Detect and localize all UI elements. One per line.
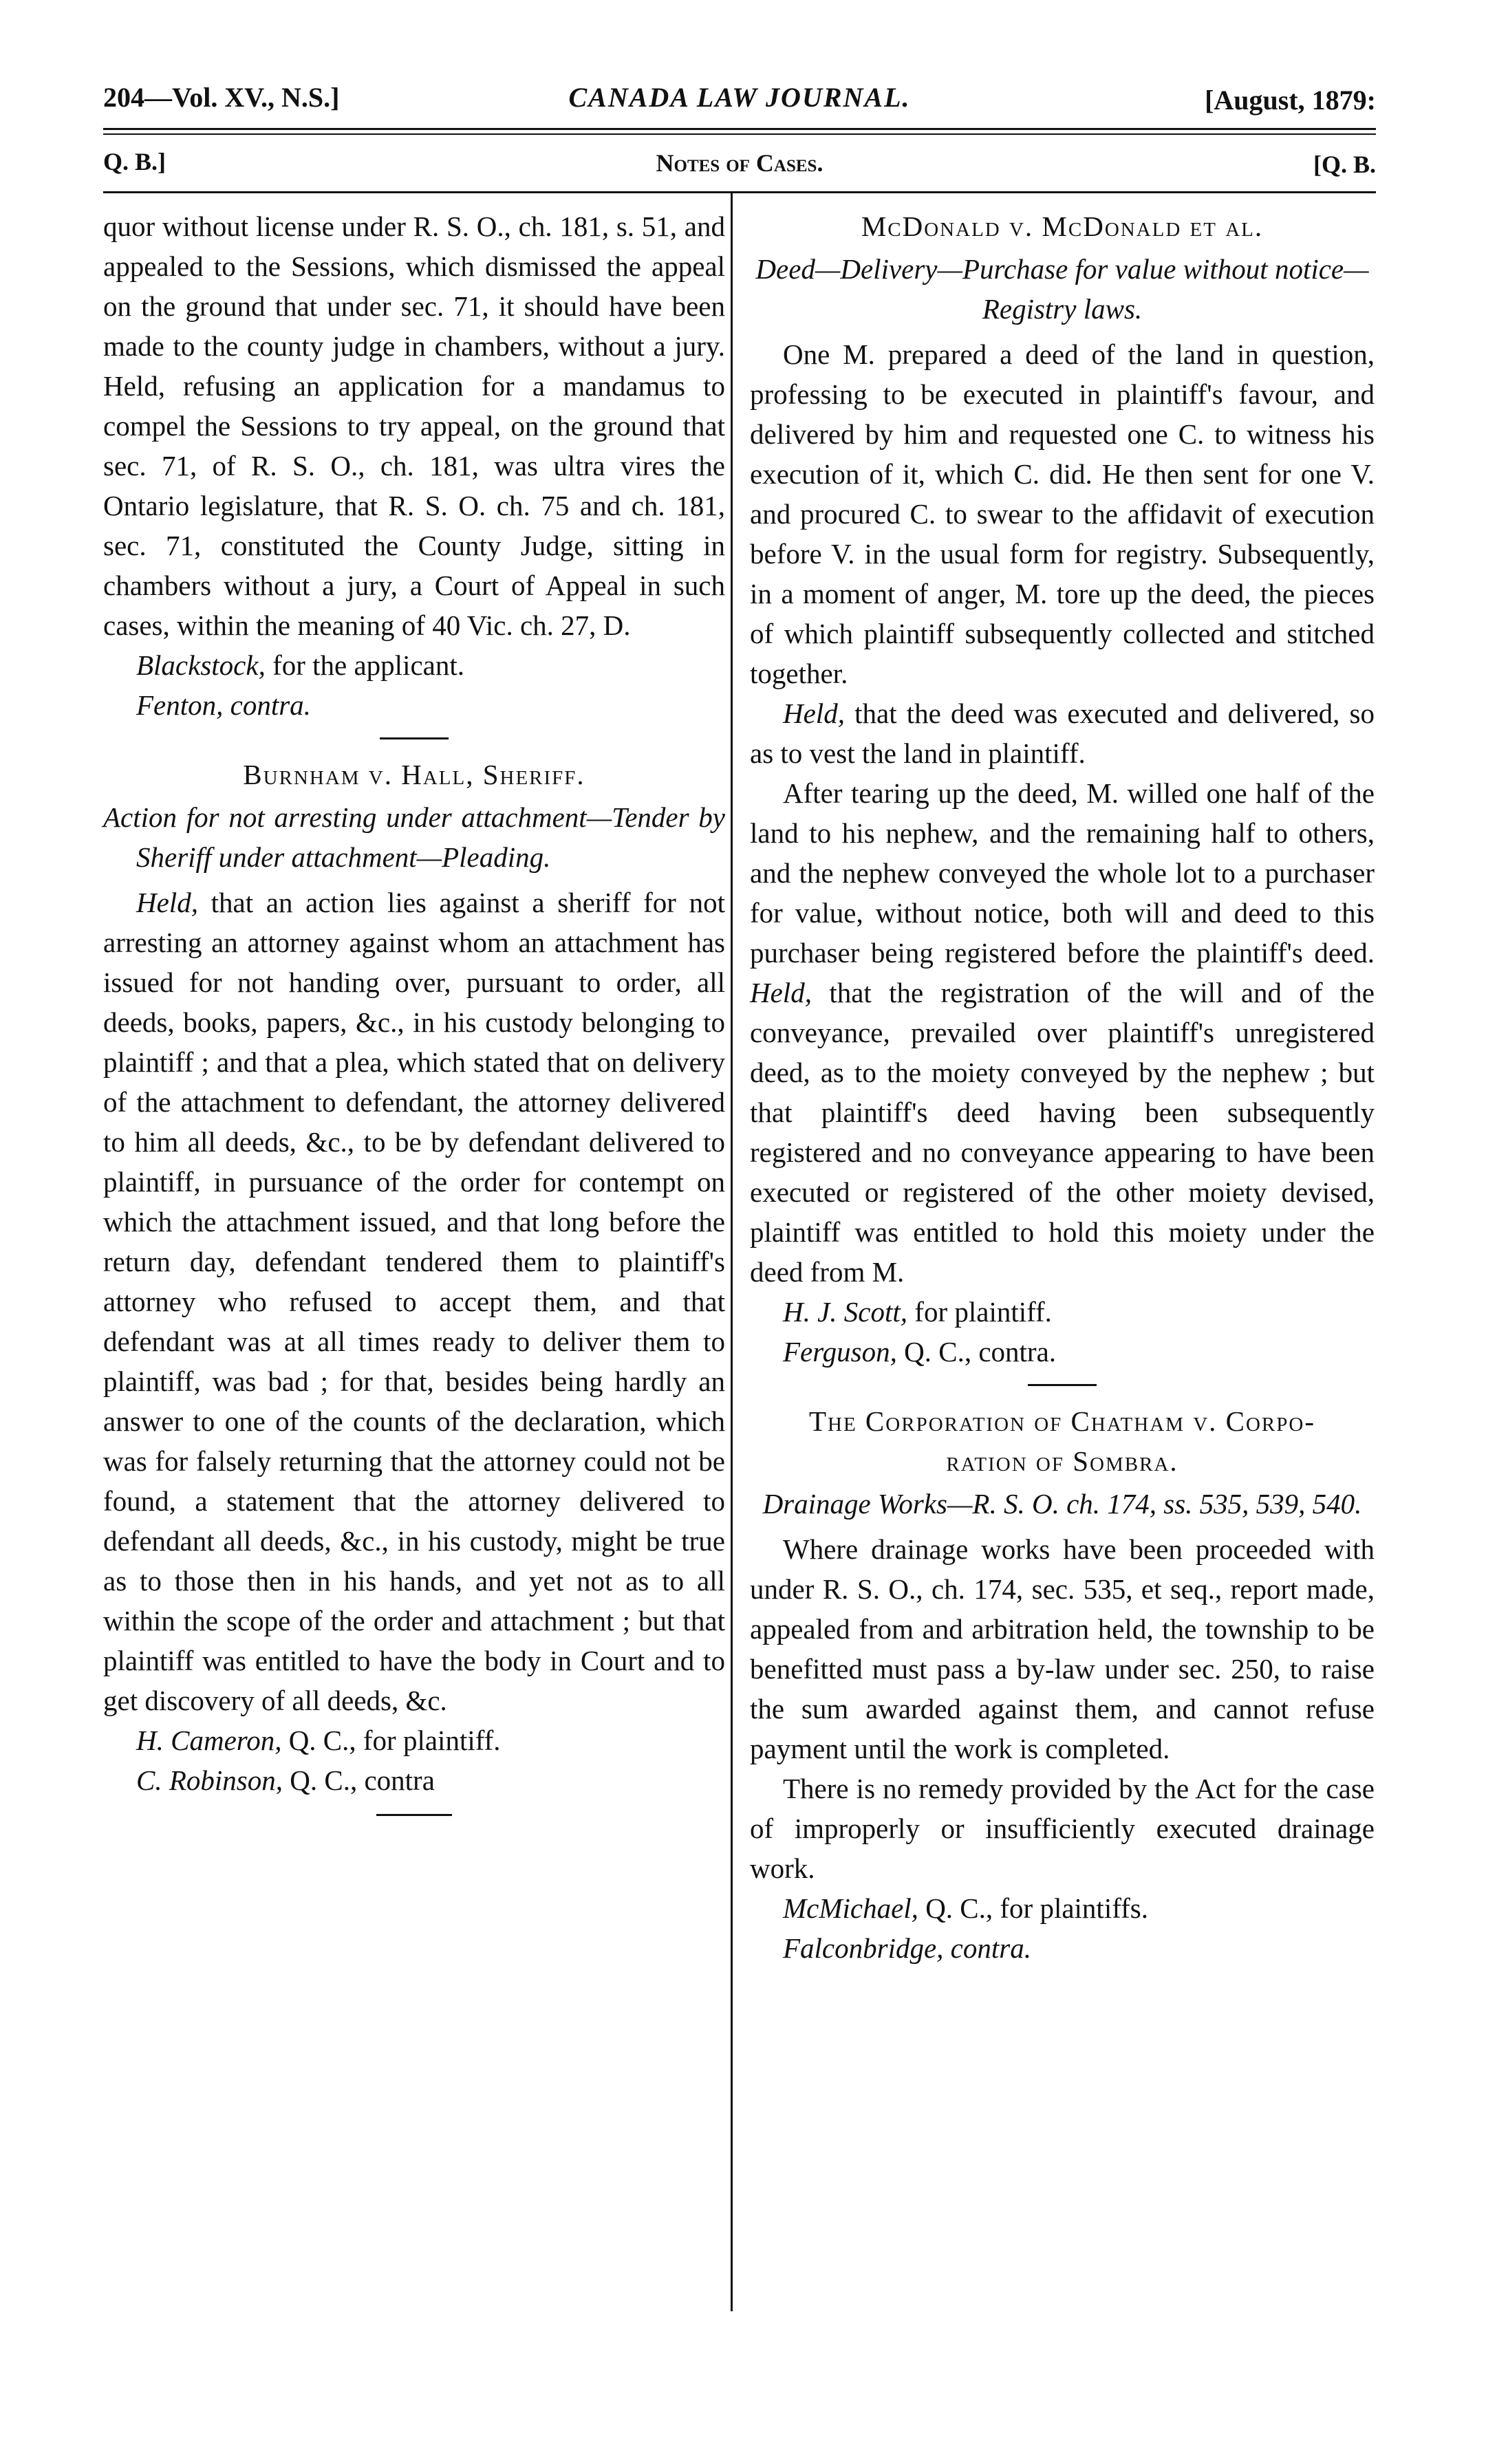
case-separator [380,737,449,739]
counsel-name: H. J. Scott, [783,1296,908,1328]
case-paragraph: Where drainage works have been proceeded with under R. S. O., ch. 174, sec. 535, et seq., report made, appealed from and arbitration held, the township to be benefitted must pass a by-law under sec. 250, to raise the sum awarded against them, and cannot refuse payment until the work is completed. [750,1533,1375,1764]
counsel-role: Q. C., contra. [896,1336,1057,1368]
left-column [103,206,725,1831]
counsel-name: Fenton, contra. [136,689,311,721]
case-title: McDonald v. McDonald et al. [861,210,1264,242]
held-word: Held, [750,977,812,1008]
counsel-line [103,1760,725,1800]
case-separator [1028,1384,1097,1386]
section-header [103,142,1376,183]
running-header [103,74,1376,122]
case-catchwords: Deed—Delivery—Purchase for value without notice—Registry laws. [755,253,1369,325]
court-left: Q. B.] [103,148,166,175]
page-volume: 204—Vol. XV., N.S.] [103,82,340,113]
header-rule-top [103,128,1376,130]
case-catchwords: Drainage Works—R. S. O. ch. 174, ss. 535, 539, 540. [762,1488,1362,1520]
held-word: Held, [136,887,198,918]
section-rule [103,191,1376,193]
counsel-line [750,1928,1375,1968]
case-paragraph: One M. prepared a deed of the land in question, professing to be executed in plaintiff's favour, and delivered by him and requested one C. to witness his execution of it, which C. did. He then sent for one V. and procured C. to swear to the affidavit of execution before V. in the usual form for registry. Subsequently, in a moment of anger, M. tore up the deed, the pieces of which plaintiff subsequently collected and stitched together. [750,338,1375,689]
case-paragraph-text: that the registration of the will and of the conveyance, prevailed over plaintiff's unregistered deed, as to the moiety conveyed by the nephew ; but that plaintiff's deed having been subsequently registered and no conveyance appearing to have been executed or registered of the other moiety devised, plaintiff was entitled to hold this moiety under the deed from M. [750,977,1375,1288]
counsel-name: Falconbridge, contra. [783,1932,1031,1964]
case-paragraph [750,773,1375,1292]
counsel-name: McMichael, [783,1892,918,1924]
case-paragraph [750,693,1375,773]
end-separator [376,1814,452,1816]
case-body [103,883,725,1720]
case-paragraph-text: that the deed was executed and delivered, so as to vest the land in plaintiff. [750,698,1375,769]
column-divider [731,193,733,2311]
counsel-role: Q. C., contra [283,1764,435,1796]
counsel-role: for plaintiff. [907,1296,1052,1328]
issue-date: [August, 1879: [1205,85,1376,116]
counsel-line [750,1332,1375,1372]
case-paragraph: There is no remedy provided by the Act for the case of improperly or insufficiently executed drainage work. [750,1773,1375,1884]
case-title-line: The Corporation of Chatham v. Corpo- [808,1405,1315,1437]
counsel-role: Q. C., for plaintiff. [281,1725,501,1756]
counsel-line [103,685,725,725]
counsel-role: for the applicant. [265,649,464,681]
journal-title: CANADA LAW JOURNAL. [568,82,911,113]
case-title [750,1401,1375,1481]
counsel-line [750,1292,1375,1332]
case-title-line: ration of Sombra. [946,1445,1178,1477]
counsel-line [103,1720,725,1760]
counsel-name: Ferguson, [783,1336,897,1368]
section-title: Notes of Cases. [656,149,823,177]
case-paragraph-text: After tearing up the deed, M. willed one half of the land to his nephew, and the remaining half to others, and the nephew conveyed the whole lot to a purchaser for value, without notice, both will and deed to this purchaser being registered before the plaintiff's deed. [750,777,1375,969]
held-word: Held, [783,698,845,729]
counsel-name: Blackstock, [136,649,266,681]
counsel-name: C. Robinson, [136,1764,283,1796]
case-title: Burnham v. Hall, Sheriff. [243,759,585,790]
right-column [750,206,1375,1968]
header-rule-bottom [103,133,1376,135]
counsel-line [750,1888,1375,1928]
case-body-text: that an action lies against a sheriff for not arresting an attorney against whom an attachment has issued for not handing over, pursuant to order, all deeds, books, papers, &c., in his custody belonging to plaintiff ; and that a plea, which stated that on delivery of the attachment to defendant, the attorney delivered to him all deeds, &c., to be by defendant delivered to plaintiff, in pursuance of the order for contempt on which the attachment issued, and that long before the return day, defendant tendered them to plaintiff's attorney who refused to accept them, and that defendant was at all times ready to deliver them to plaintiff, was bad ; for that, besides being hardly an answer to one of the counts of the declaration, which was for falsely returning that the attorney could not be found, a statement that the attorney delivered to defendant all deeds, &c., in his custody, might be true as to those then in his hands, and yet not as to all within the scope of the order and attachment ; but that plaintiff was entitled to have the body in Court and to get discovery of all deeds, &c. [103,887,725,1716]
case-catchwords: Action for not arresting under attachment—Tender by Sheriff under attachment—Pleading. [103,801,725,873]
counsel-line [103,645,725,685]
counsel-name: H. Cameron, [136,1725,282,1756]
case-continuation-text: quor without license under R. S. O., ch. 181, s. 51, and appealed to the Sessions, which dismissed the appeal on the ground that under sec. 71, it should have been made to the county judge in chambers, without a jury. Held, refusing an application for a mandamus to compel the Sessions to try appeal, on the ground that sec. 71, of R. S. O., ch. 181, was ultra vires the Ontario legislature, that R. S. O. ch. 75 and ch. 181, sec. 71, constituted the County Judge, sitting in chambers without a jury, a Court of Appeal in such cases, within the meaning of 40 Vic. ch. 27, D. [103,210,725,641]
counsel-role: Q. C., for plaintiffs. [918,1892,1148,1924]
court-right: [Q. B. [1313,151,1376,178]
